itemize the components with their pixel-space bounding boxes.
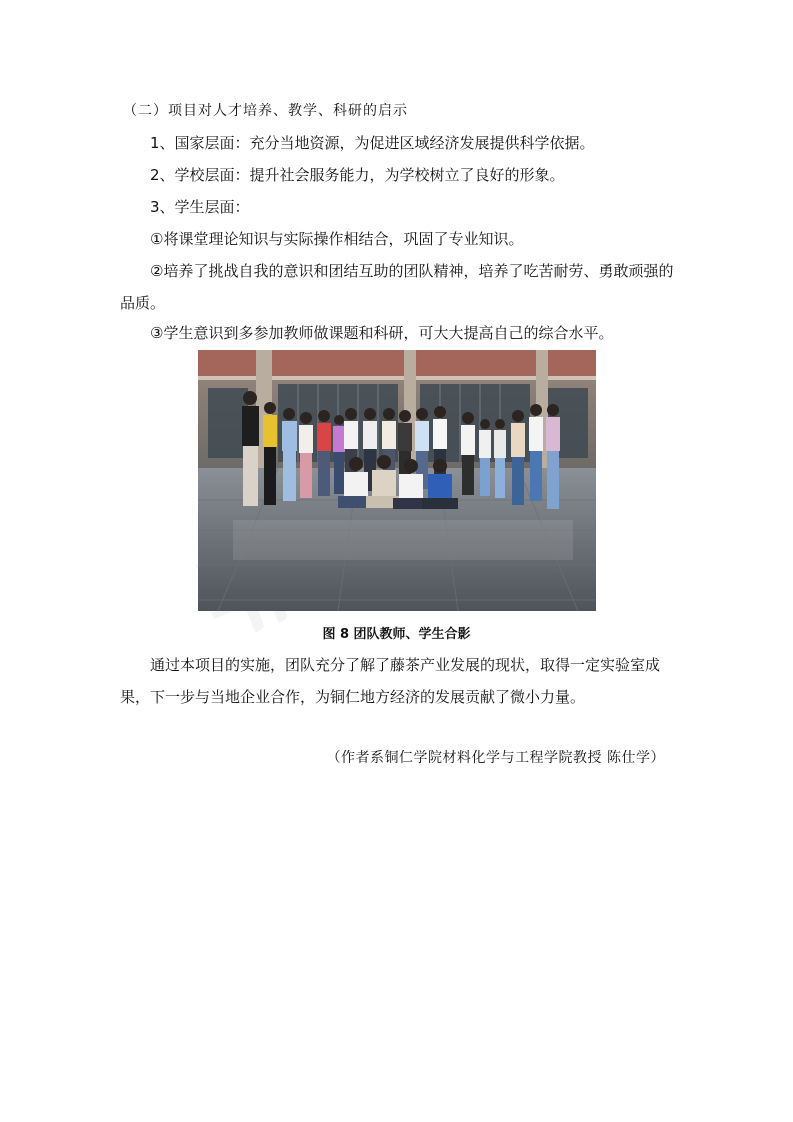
figure-caption: 图 8 团队教师、学生合影 — [322, 627, 471, 642]
list-item: 1、国家层面：充分当地资源，为促进区域经济发展提供科学依据。 — [150, 134, 595, 152]
group-photo — [198, 350, 596, 611]
author-byline: （作者系铜仁学院材料化学与工程学院教授 陈仕学） — [326, 750, 665, 766]
list-item: 3、学生层面： — [150, 198, 250, 216]
list-item: 2、学校层面：提升社会服务能力，为学校树立了良好的形象。 — [150, 166, 565, 184]
list-item: ③学生意识到多参加教师做课题和科研，可大大提高自己的综合水平。 — [150, 324, 614, 342]
closing-paragraph: 通过本项目的实施，团队充分了解了藤茶产业发展的现状，取得一定实验室成果，下一步与当地企业合作，为铜仁地方经济的发展贡献了微小力量。 — [120, 656, 661, 706]
list-item: ②培养了挑战自我的意识和团结互助的团队精神，培养了吃苦耐劳、勇敢顽强的品质。 — [120, 262, 674, 312]
list-item: ①将课堂理论知识与实际操作相结合，巩固了专业知识。 — [150, 230, 524, 248]
section-heading: （二）项目对人才培养、教学、科研的启示 — [123, 103, 408, 119]
